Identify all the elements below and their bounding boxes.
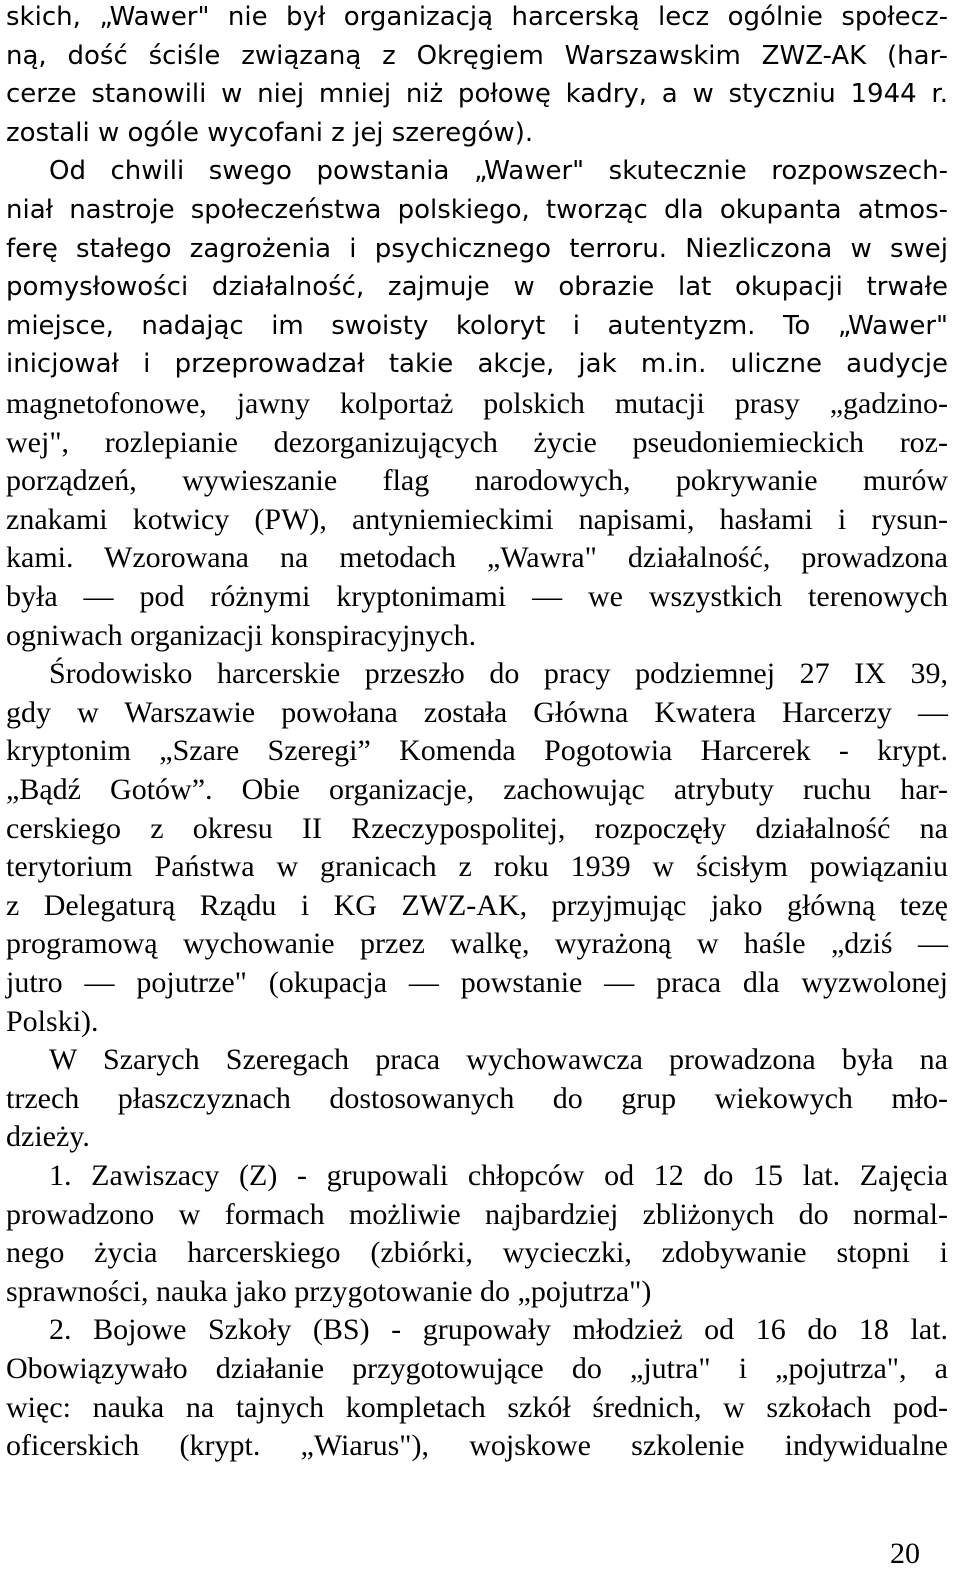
text-line: oficerskich (krypt. „Wiarus"), wojskowe szkolenie indywidualne bbox=[6, 1429, 948, 1463]
text-line: W Szarych Szeregach praca wychowawcza prowadzona była na bbox=[49, 1043, 948, 1077]
text-line: cerze stanowili w niej mniej niż połowę kadry, a w styczniu 1944 r. bbox=[6, 79, 948, 110]
text-line: inicjował i przeprowadzał takie akcje, jak m.in. uliczne audycje bbox=[6, 349, 948, 380]
text-line: jutro — pojutrze" (okupacja — powstanie — praca dla wyzwolonej bbox=[6, 966, 948, 999]
text-line: kryptonim „Szare Szeregi” Komenda Pogotowia Harcerek - krypt. bbox=[6, 734, 948, 768]
text-line: Środowisko harcerskie przeszło do pracy podziemnej 27 IX 39, bbox=[49, 657, 948, 691]
text-line: z Delegaturą Rządu i KG ZWZ-AK, przyjmując jako główną tezę bbox=[6, 888, 948, 922]
text-line: gdy w Warszawie powołana została Główna Kwatera Harcerzy — bbox=[6, 695, 948, 729]
text-line: ną, dość ściśle związaną z Okręgiem Warszawskim ZWZ-AK (har- bbox=[6, 40, 948, 71]
text-line: dzieży. bbox=[6, 1120, 90, 1154]
text-line: miejsce, nadając im swoisty koloryt i autentyzm. To „Wawer" bbox=[6, 310, 948, 341]
text-line: pomysłowości działalność, zajmuje w obrazie lat okupacji trwałe bbox=[6, 272, 948, 303]
text-line: „Bądź Gotów”. Obie organizacje, zachowując atrybuty ruchu har- bbox=[6, 773, 948, 806]
text-line: cerskiego z okresu II Rzeczypospolitej, rozpoczęły działalność na bbox=[6, 811, 948, 845]
text-line: Od chwili swego powstania „Wawer" skutecznie rozpowszech- bbox=[49, 156, 948, 187]
text-line: 2. Bojowe Szkoły (BS) - grupowały młodzież od 16 do 18 lat. bbox=[49, 1313, 948, 1347]
text-line: magnetofonowe, jawny kolportaż polskich mutacji prasy „gadzino- bbox=[6, 387, 948, 420]
text-line: Polski). bbox=[6, 1004, 99, 1038]
text-line: skich, „Wawer" nie był organizacją harcerską lecz ogólnie społecz- bbox=[6, 2, 948, 32]
page-number: 20 bbox=[890, 1537, 920, 1570]
text-line: programową wychowanie przez walkę, wyrażoną w haśle „dziś — bbox=[6, 927, 948, 961]
text-line: kami. Wzorowana na metodach „Wawra" działalność, prowadzona bbox=[6, 541, 948, 575]
text-line: porządzeń, wywieszanie flag narodowych, pokrywanie murów bbox=[6, 464, 948, 498]
text-line: była — pod różnymi kryptonimami — we wszystkich terenowych bbox=[6, 580, 948, 613]
text-line: trzech płaszczyznach dostosowanych do grup wiekowych mło- bbox=[6, 1081, 948, 1115]
text-line: wej", rozlepianie dezorganizujących życie pseudoniemieckich roz- bbox=[6, 425, 948, 459]
text-line: ogniwach organizacji konspiracyjnych. bbox=[6, 618, 477, 652]
text-line: zostali w ogóle wycofani z jej szeregów). bbox=[6, 117, 534, 148]
text-line: Obowiązywało działanie przygotowujące do „jutra" i „pojutrza", a bbox=[6, 1352, 948, 1385]
text-line: sprawności, nauka jako przygotowanie do „pojutrza") bbox=[6, 1274, 652, 1308]
text-line: niał nastroje społeczeństwa polskiego, tworząc dla okupanta atmos- bbox=[6, 195, 948, 225]
text-line: terytorium Państwa w granicach z roku 1939 w ścisłym powiązaniu bbox=[6, 850, 948, 884]
text-line: więc: nauka na tajnych kompletach szkół średnich, w szkołach pod- bbox=[6, 1390, 948, 1424]
text-line: ferę stałego zagrożenia i psychicznego terroru. Niezliczona w swej bbox=[6, 233, 948, 264]
text-line: 1. Zawiszacy (Z) - grupowali chłopców od 12 do 15 lat. Zajęcia bbox=[49, 1159, 948, 1192]
text-line: znakami kotwicy (PW), antyniemieckimi napisami, hasłami i rysun- bbox=[6, 502, 948, 536]
text-line: nego życia harcerskiego (zbiórki, wycieczki, zdobywanie stopni i bbox=[6, 1236, 948, 1270]
text-line: prowadzono w formach możliwie najbardziej zbliżonych do normal- bbox=[6, 1197, 948, 1231]
